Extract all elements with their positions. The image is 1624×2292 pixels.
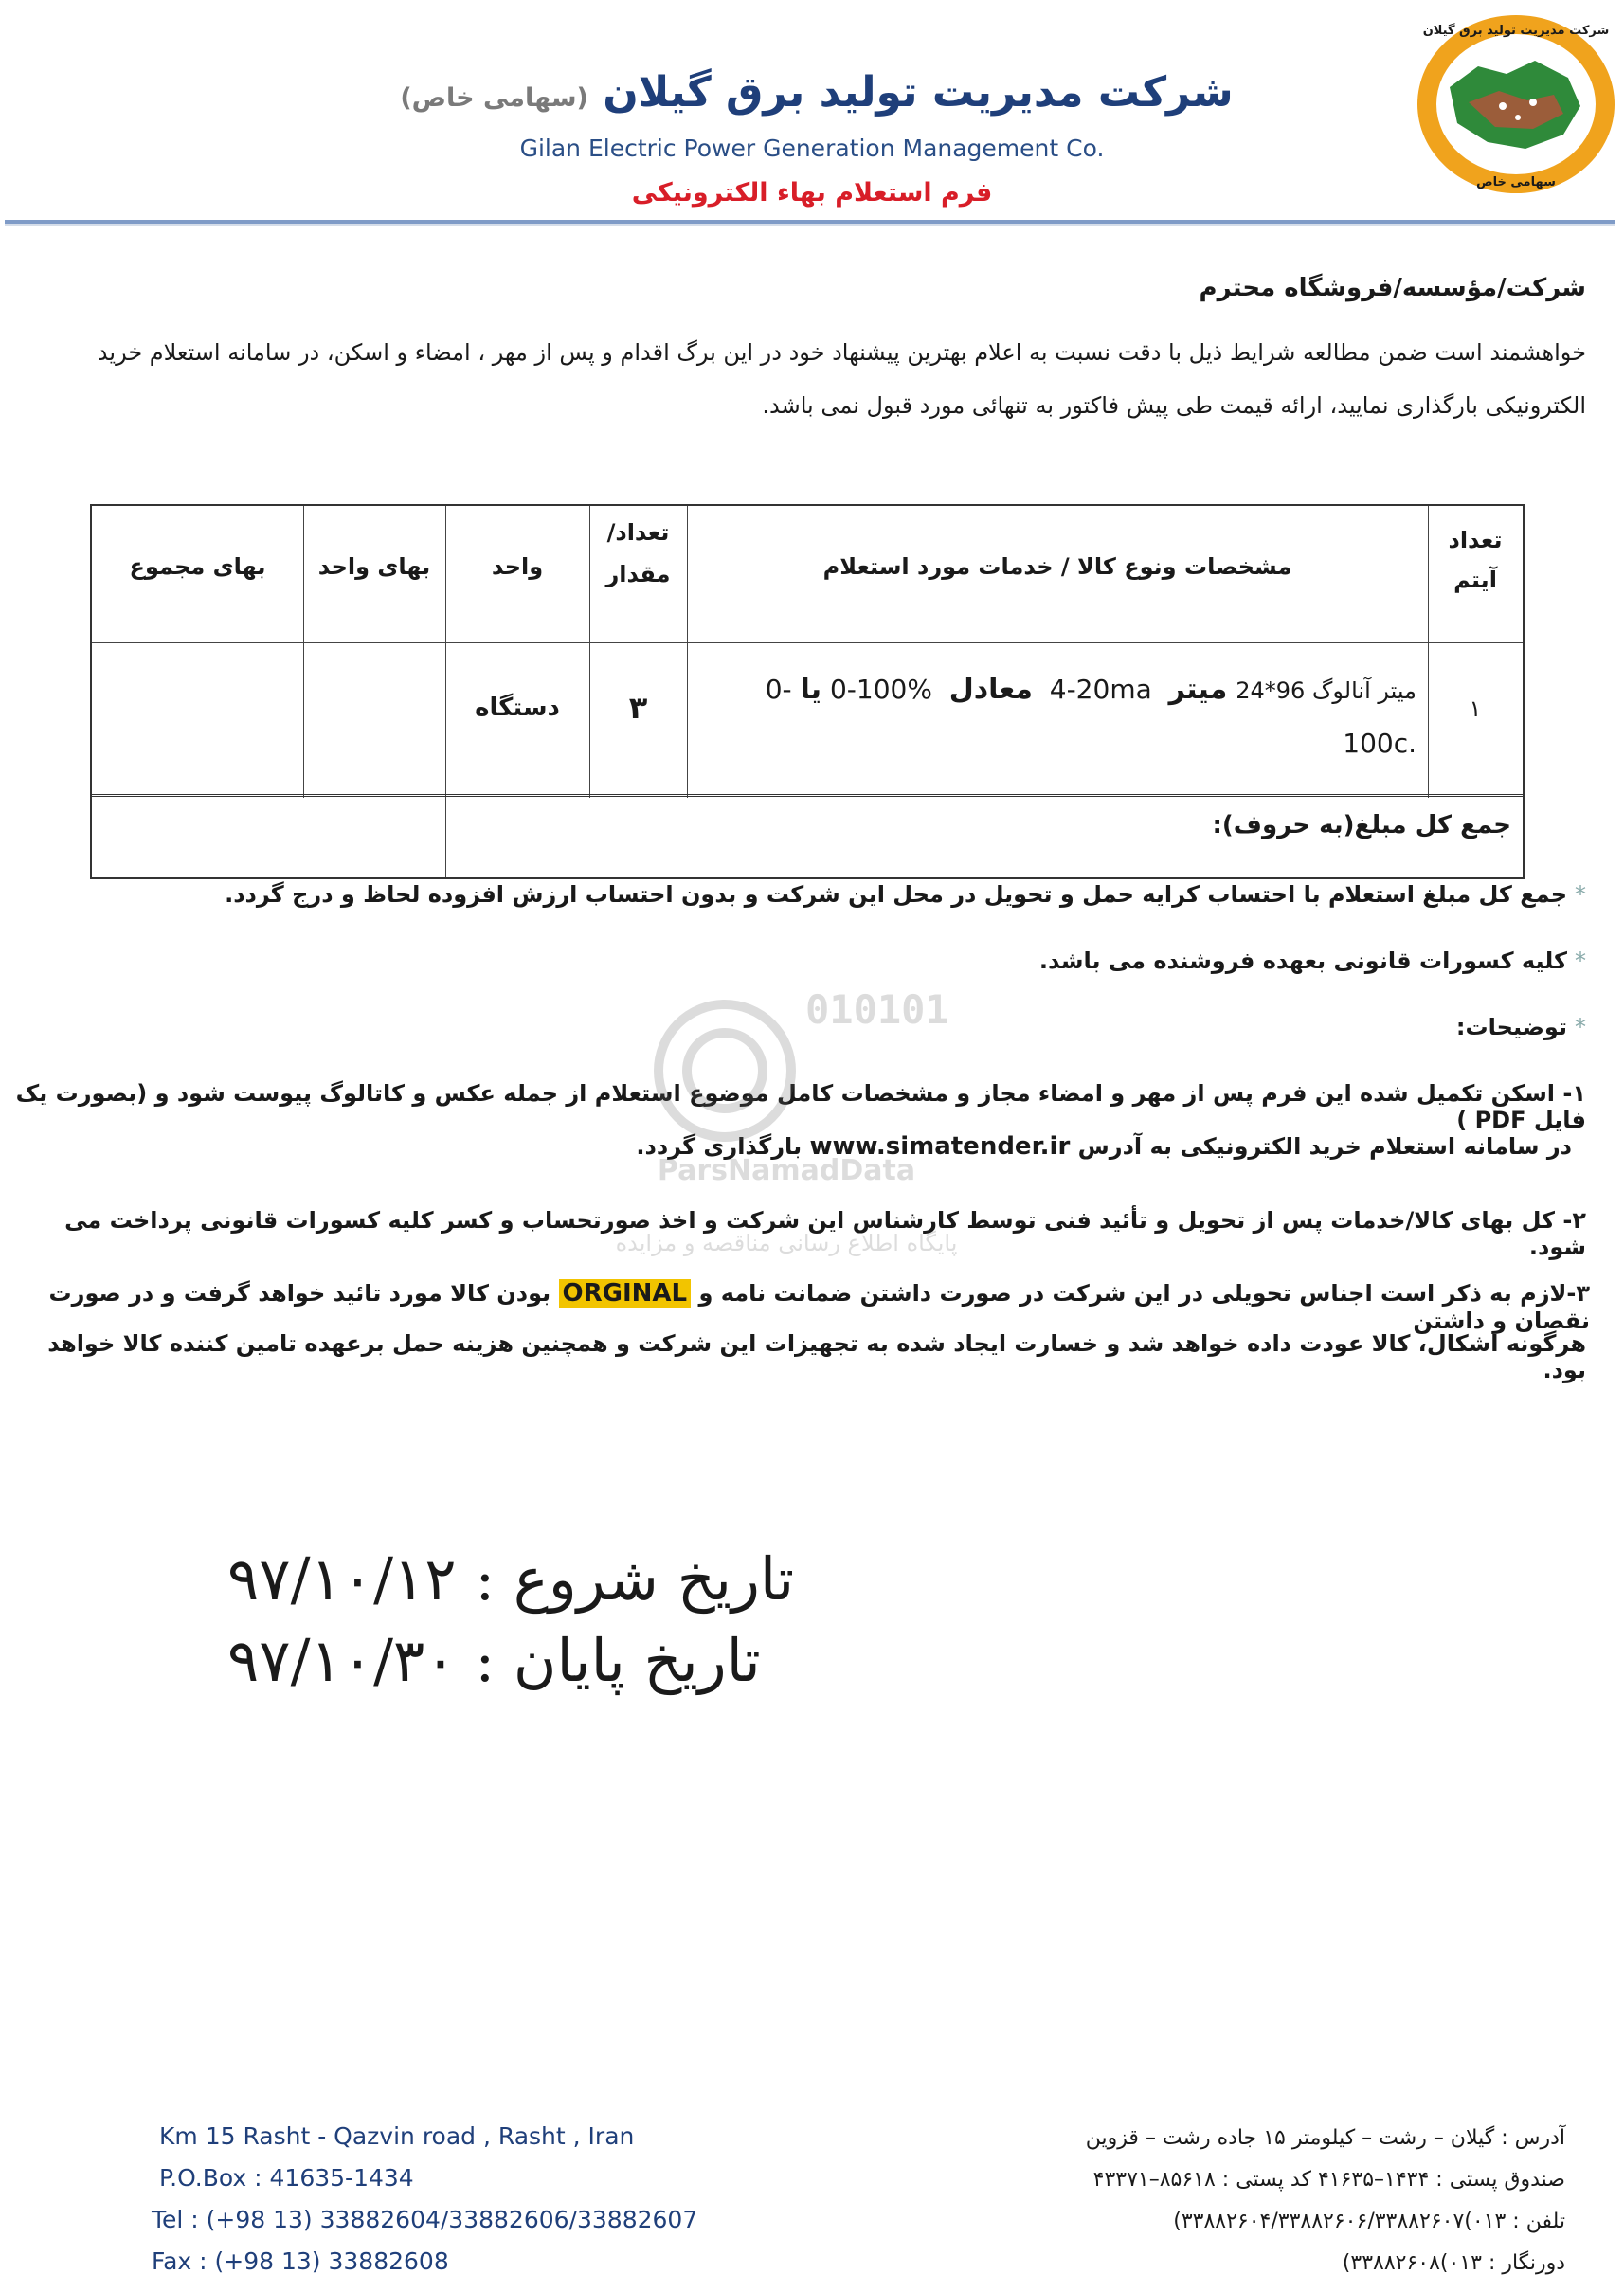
instruction-3-line2: هرگونه اشکال، کالا عودت داده خواهد شد و خسارت ایجاد شده به تجهیزات این شرکت و همچنین هزینه حمل برعهده تامین کننده کالا خواهد بود. [47,1330,1586,1383]
watermark-tagline: پایگاه اطلاع رسانی مناقصه و مزایده [615,1230,958,1256]
cell-description-line2: 100c. [1343,728,1416,759]
end-date [227,1626,761,1695]
addressee: شرکت/مؤسسه/فروشگاه محترم [1199,274,1586,302]
logo-text-top: شرکت مدیریت تولید برق گیلان [1422,24,1610,38]
watermark-digits: 010101 [805,986,949,1033]
instruction-1-line2-b: بارگذاری گردد. [636,1133,803,1160]
footer-fa-fax: دورنگار : ۰۱۳)۳۳۸۸۲۶۰۸) [1342,2251,1565,2275]
logo-text-bottom: سهامی خاص [1476,175,1556,189]
parsnamaddata-watermark [568,966,1004,1279]
th-item-count-2: آیتم [1453,567,1497,593]
desc-bold3: یا [800,673,822,706]
watermark-brand: ParsNamadData [657,1154,916,1187]
end-date-value: ۹۷/۱۰/۳۰ [227,1626,457,1695]
th-item-count [1428,527,1523,593]
start-date [227,1544,794,1614]
intro-line-2: الکترونیکی بارگذاری نمایید، ارائه قیمت طی پیش فاکتور به تنهائی مورد قبول نمی باشد. [762,392,1586,419]
note-3-text: توضیحات: [1455,1014,1567,1040]
footer-en-fax: Fax : (+98 13) 33882608 [152,2247,449,2275]
desc-bold2: معادل [948,673,1033,706]
intro-paragraph [32,326,1586,432]
instruction-1-line2-a: در سامانه استعلام خرید الکترونیکی به آدرس [1077,1133,1572,1160]
th-unit-price: بهای واحد [317,553,431,580]
header-divider [5,220,1615,224]
cell-item-no: ۱ [1469,695,1482,722]
original-highlight: ORGINAL [559,1279,692,1308]
desc-part4: -0 [765,674,792,705]
intro-line-1: خواهشمند است ضمن مطالعه شرایط ذیل با دقت نسبت به اعلام بهترین پیشنهاد خود در این برگ اقدام و پس از مهر ، امضاء و اسکن، در سامانه استعلام خرید [97,339,1586,366]
desc-part1: میتر آنالوگ 96*24 [1236,677,1416,704]
footer-en-address: Km 15 Rasht - Qazvin road , Rasht , Iran [159,2122,635,2150]
instruction-1-line1: ۱- اسکن تکمیل شده این فرم پس از مهر و امضاء مجاز و مشخصات کامل موضوع استعلام از جمله عکس و کاتالوگ پیوست شود و (بصورت یک فایل PDF ) [15,1080,1586,1133]
th-total-price: بهای مجموع [129,553,266,580]
start-date-label: تاریخ شروع : [475,1544,795,1614]
note-2: *کلیه کسورات قانونی بعهده فروشنده می باشد. [1038,947,1586,974]
company-name-fa [0,68,1624,117]
th-description: مشخصات ونوع کالا / خدمات مورد استعلام [822,553,1292,580]
simatender-link: www.simatender.ir [809,1132,1071,1161]
th-qty-2: مقدار [605,561,671,587]
instruction-3-line1 [0,1279,1590,1334]
start-date-value: ۹۷/۱۰/۱۲ [227,1544,457,1614]
instruction-3-line1-a: ۳-لازم به ذکر است اجناس تحویلی در این شرکت در صورت داشتن ضمانت نامه و [698,1280,1590,1307]
cell-description [698,663,1416,770]
cell-unit: دستگاه [475,694,560,722]
th-quantity [589,519,687,587]
quote-table [90,504,1525,879]
instruction-3-line1-b: بودن کالا مورد تائید خواهد گرفت و در صورت نقصان و داشتن [48,1280,1590,1334]
th-unit: واحد [491,553,544,580]
total-amount-label: جمع کل مبلغ(به حروف): [1212,811,1511,839]
note-1-text: جمع کل مبلغ استعلام با احتساب کرایه حمل و تحویل در محل این شرکت و بدون احتساب ارزش افزوده لحاظ و درج گردد. [225,881,1567,908]
form-title: فرم استعلام بهاء الکترونیکی [631,178,993,208]
cell-quantity: ۳ [628,690,648,726]
desc-part2: 4-20ma [1049,674,1152,705]
footer-en-tel: Tel : (+98 13) 33882604/33882606/33882607 [152,2206,698,2233]
company-name-en: Gilan Electric Power Generation Management Co. [519,135,1105,162]
th-item-count-1: تعداد [1448,527,1503,553]
company-name-fa-text: شرکت مدیریت تولید برق گیلان [603,68,1234,117]
footer-fa-pobox: صندوق پستی : ۱۴۳۴–۴۱۶۳۵ کد پستی : ۸۵۶۱۸–۴۳۳۷۱ [1092,2168,1565,2192]
th-qty-1: تعداد/ [606,519,670,546]
note-1: *جمع کل مبلغ استعلام با احتساب کرایه حمل و تحویل در محل این شرکت و بدون احتساب ارزش افزوده لحاظ و درج گردد. [225,881,1586,908]
desc-part3: 0-100% [829,674,932,705]
desc-bold1: میتر [1168,673,1228,706]
total-amount-field[interactable] [92,800,445,875]
cell-description-line1 [698,663,1416,717]
note-3: *توضیحات: [1455,1014,1586,1040]
footer-fa-tel: تلفن : ۰۱۳)۳۳۸۸۲۶۰۴/۳۳۸۸۲۶۰۶/۳۳۸۸۲۶۰۷) [1173,2210,1565,2233]
footer-en-pobox: P.O.Box : 41635-1434 [159,2164,414,2192]
end-date-label: تاریخ پایان : [475,1626,761,1695]
instruction-2: ۲- کل بهای کالا/خدمات پس از تحویل و تأئید فنی توسط کارشناس این شرکت و اخذ صورتحساب و کسر کلیه کسورات قانونی پرداخت می شود. [64,1207,1586,1260]
company-type: (سهامی خاص) [400,83,588,113]
note-2-text: کلیه کسورات قانونی بعهده فروشنده می باشد. [1038,947,1567,974]
footer-fa-address: آدرس : گیلان – رشت – کیلومتر ۱۵ جاده رشت – قزوین [1085,2126,1565,2150]
